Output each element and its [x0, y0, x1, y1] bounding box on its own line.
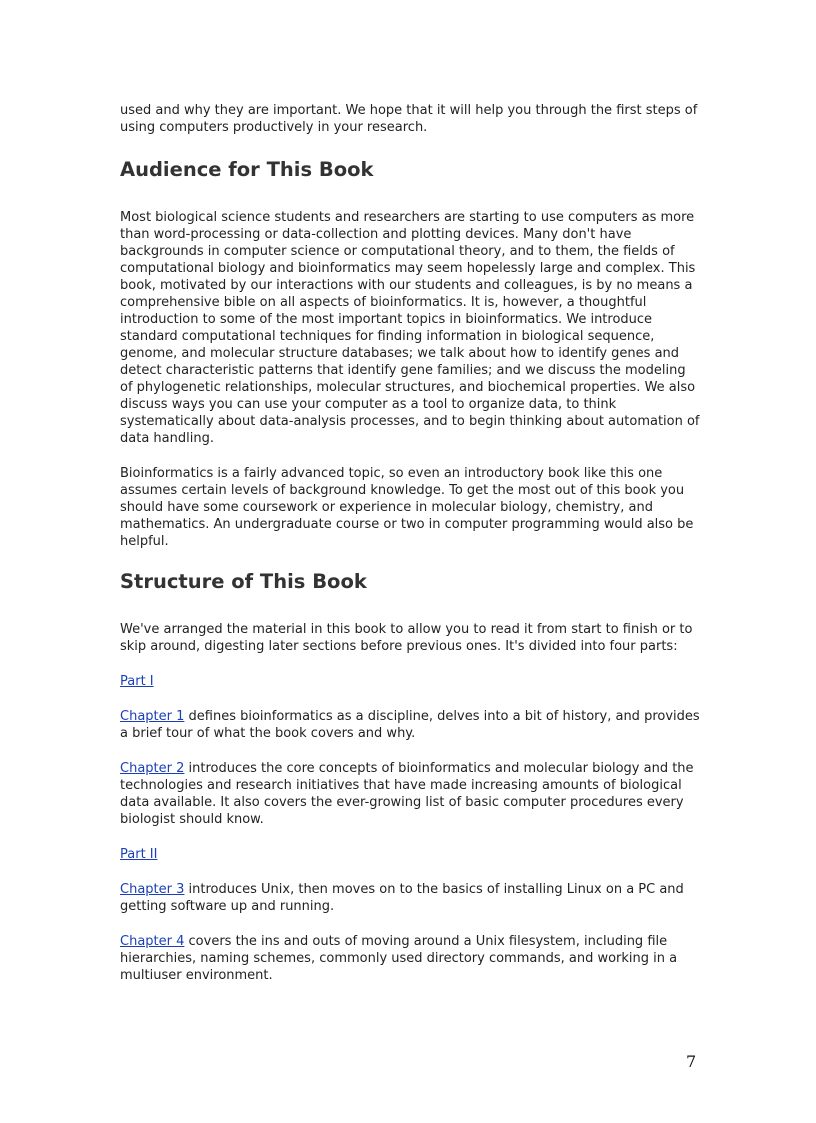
- chapter-4-paragraph: [120, 933, 700, 984]
- chapter-3-paragraph: [120, 881, 700, 915]
- chapter-1-link[interactable]: Chapter 1: [120, 709, 185, 724]
- structure-heading: Structure of This Book: [120, 570, 367, 593]
- page-number: 7: [686, 1052, 697, 1071]
- chapter-4-link[interactable]: Chapter 4: [120, 934, 185, 949]
- part-2-paragraph: [120, 846, 700, 863]
- chapter-1-paragraph: [120, 708, 700, 742]
- audience-paragraph-2: Bioinformatics is a fairly advanced topic, so even an introductory book like this one assumes certain levels of background knowledge. To get the most out of this book you should have some coursework or experience in molecular biology, chemistry, and mathematics. An undergraduate course or two in computer programming would also be helpful.: [120, 466, 694, 549]
- chapter-3-description: introduces Unix, then moves on to the basics of installing Linux on a PC and getting software up and running.: [120, 882, 684, 914]
- chapter-2-description: introduces the core concepts of bioinformatics and molecular biology and the technologies and research initiatives that have made increasing amounts of biological data available. It also covers the ever-growing list of basic computer procedures every biologist should know.: [120, 761, 694, 827]
- audience-heading: Audience for This Book: [120, 158, 374, 181]
- structure-paragraph-1: We've arranged the material in this book to allow you to read it from start to finish or to skip around, digesting later sections before previous ones. It's divided into four parts:: [120, 622, 693, 654]
- part-1-link[interactable]: Part I: [120, 674, 154, 689]
- chapter-2-paragraph: [120, 760, 700, 828]
- part-2-link[interactable]: Part II: [120, 847, 158, 862]
- chapter-1-description: defines bioinformatics as a discipline, delves into a bit of history, and provides a brief tour of what the book covers and why.: [120, 709, 700, 741]
- chapter-2-link[interactable]: Chapter 2: [120, 761, 185, 776]
- audience-paragraph-1: Most biological science students and researchers are starting to use computers as more than word-processing or data-collection and plotting devices. Many don't have backgrounds in computer science or computational theory, and to them, the fields of computational biology and bioinformatics may seem hopelessly large and complex. This book, motivated by our interactions with our students and colleagues, is by no means a comprehensive bible on all aspects of bioinformatics. It is, however, a thoughtful introduction to some of the most important topics in bioinformatics. We introduce standard computational techniques for finding information in biological sequence, genome, and molecular structure databases; we talk about how to identify genes and detect characteristic patterns that identify gene families; and we discuss the modeling of phylogenetic relationships, molecular structures, and biochemical properties. We also discuss ways you can use your computer as a tool to organize data, to think systematically about data-analysis processes, and to begin thinking about automation of data handling.: [120, 210, 700, 446]
- intro-paragraph: used and why they are important. We hope that it will help you through the first steps of using computers productively in your research.: [120, 103, 698, 135]
- chapter-4-description: covers the ins and outs of moving around a Unix filesystem, including file hierarchies, naming schemes, commonly used directory commands, and working in a multiuser environment.: [120, 934, 678, 983]
- part-1-paragraph: [120, 673, 700, 690]
- page-content: [120, 102, 700, 1002]
- chapter-3-link[interactable]: Chapter 3: [120, 882, 185, 897]
